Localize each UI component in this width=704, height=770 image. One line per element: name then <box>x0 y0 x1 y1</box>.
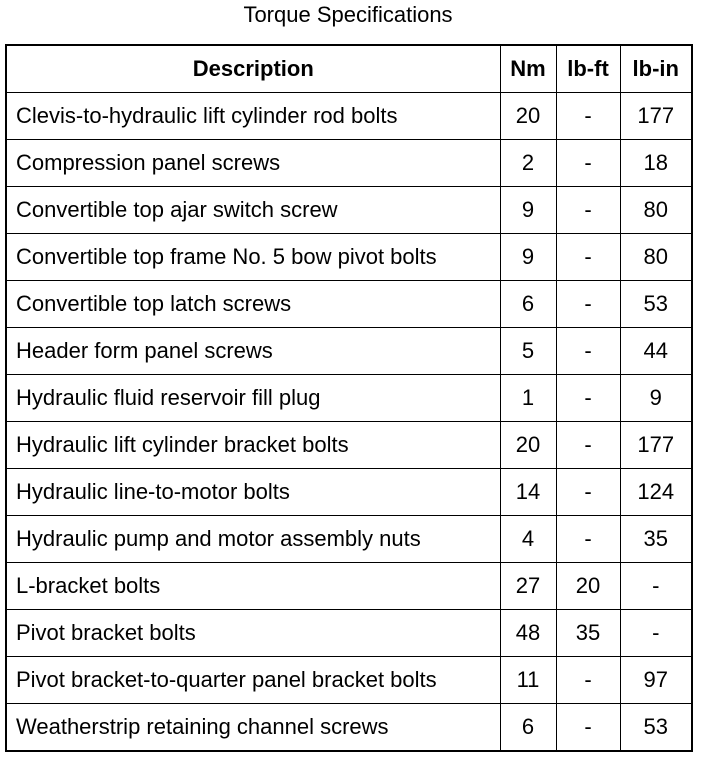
cell-nm: 11 <box>500 657 556 704</box>
cell-nm: 2 <box>500 140 556 187</box>
cell-description: Pivot bracket bolts <box>6 610 500 657</box>
cell-description: Hydraulic pump and motor assembly nuts <box>6 516 500 563</box>
table-row <box>6 657 692 704</box>
cell-lb-in: - <box>620 610 692 657</box>
table-row <box>6 469 692 516</box>
cell-nm: 27 <box>500 563 556 610</box>
cell-lb-in: 18 <box>620 140 692 187</box>
table-row <box>6 234 692 281</box>
cell-lb-ft: 35 <box>556 610 620 657</box>
cell-lb-ft: - <box>556 422 620 469</box>
cell-description: Hydraulic fluid reservoir fill plug <box>6 375 500 422</box>
table-row <box>6 187 692 234</box>
header-nm: Nm <box>500 45 556 93</box>
table-row <box>6 375 692 422</box>
torque-spec-table <box>5 44 693 752</box>
table-row <box>6 563 692 610</box>
cell-description: Pivot bracket-to-quarter panel bracket bolts <box>6 657 500 704</box>
cell-lb-ft: - <box>556 328 620 375</box>
cell-lb-in: 44 <box>620 328 692 375</box>
cell-description: Hydraulic line-to-motor bolts <box>6 469 500 516</box>
table-row <box>6 704 692 752</box>
cell-nm: 6 <box>500 704 556 752</box>
cell-lb-in: 53 <box>620 281 692 328</box>
table-header-row <box>6 45 692 93</box>
cell-lb-in: 53 <box>620 704 692 752</box>
cell-nm: 48 <box>500 610 556 657</box>
cell-lb-in: 97 <box>620 657 692 704</box>
cell-lb-ft: - <box>556 93 620 140</box>
cell-lb-in: 80 <box>620 234 692 281</box>
cell-lb-ft: - <box>556 657 620 704</box>
cell-lb-in: - <box>620 563 692 610</box>
cell-description: Weatherstrip retaining channel screws <box>6 704 500 752</box>
cell-description: Hydraulic lift cylinder bracket bolts <box>6 422 500 469</box>
cell-nm: 4 <box>500 516 556 563</box>
cell-description: Convertible top latch screws <box>6 281 500 328</box>
table-row <box>6 422 692 469</box>
page-title: Torque Specifications <box>243 2 453 27</box>
table-row <box>6 93 692 140</box>
table-body <box>6 93 692 752</box>
cell-lb-in: 177 <box>620 93 692 140</box>
cell-nm: 5 <box>500 328 556 375</box>
cell-nm: 20 <box>500 93 556 140</box>
cell-lb-ft: - <box>556 704 620 752</box>
cell-description: Clevis-to-hydraulic lift cylinder rod bolts <box>6 93 500 140</box>
header-lb-ft: lb-ft <box>556 45 620 93</box>
cell-nm: 9 <box>500 234 556 281</box>
cell-lb-ft: 20 <box>556 563 620 610</box>
cell-nm: 1 <box>500 375 556 422</box>
cell-nm: 20 <box>500 422 556 469</box>
header-description: Description <box>6 45 500 93</box>
cell-description: Header form panel screws <box>6 328 500 375</box>
table-row <box>6 328 692 375</box>
cell-lb-in: 177 <box>620 422 692 469</box>
table-row <box>6 281 692 328</box>
cell-lb-ft: - <box>556 516 620 563</box>
cell-lb-in: 80 <box>620 187 692 234</box>
table-row <box>6 140 692 187</box>
cell-lb-ft: - <box>556 469 620 516</box>
cell-description: L-bracket bolts <box>6 563 500 610</box>
cell-description: Convertible top ajar switch screw <box>6 187 500 234</box>
cell-nm: 14 <box>500 469 556 516</box>
cell-nm: 9 <box>500 187 556 234</box>
table-row <box>6 610 692 657</box>
cell-lb-in: 35 <box>620 516 692 563</box>
cell-lb-ft: - <box>556 187 620 234</box>
cell-description: Convertible top frame No. 5 bow pivot bolts <box>6 234 500 281</box>
header-lb-in: lb-in <box>620 45 692 93</box>
cell-lb-ft: - <box>556 140 620 187</box>
cell-nm: 6 <box>500 281 556 328</box>
table-row <box>6 516 692 563</box>
cell-lb-in: 124 <box>620 469 692 516</box>
cell-description: Compression panel screws <box>6 140 500 187</box>
cell-lb-ft: - <box>556 375 620 422</box>
cell-lb-ft: - <box>556 281 620 328</box>
cell-lb-ft: - <box>556 234 620 281</box>
cell-lb-in: 9 <box>620 375 692 422</box>
